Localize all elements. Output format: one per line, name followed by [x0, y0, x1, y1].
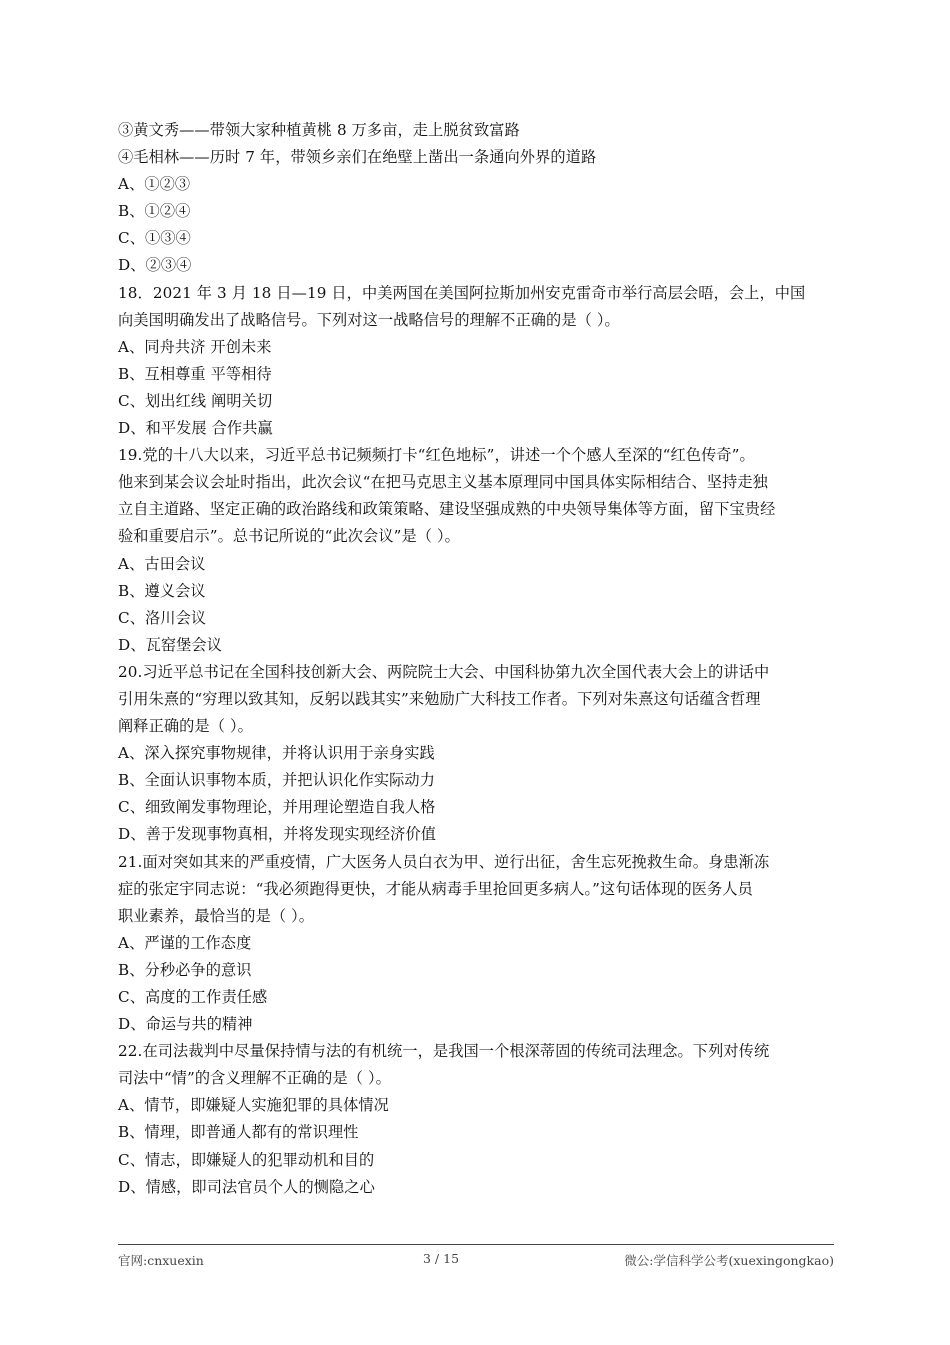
option-line: C、高度的工作责任感	[118, 988, 268, 1006]
option-line: D、情感，即司法官员个人的恻隐之心	[118, 1177, 375, 1196]
question-line: 20.习近平总书记在全国科技创新大会、两院院士大会、中国科协第九次全国代表大会上的讲话中	[118, 662, 770, 681]
option-line: B、①②④	[118, 202, 191, 221]
option-line: B、情理，即普通人都有的常识理性	[118, 1123, 359, 1142]
question-line: 引用朱熹的“穷理以致其知，反躬以践其实”来勉励广大科技工作者。下列对朱熹这句话蕴含哲理	[118, 689, 761, 708]
option-line: C、①③④	[118, 229, 191, 248]
question-line: 职业素养，最恰当的是（ ）。	[118, 906, 315, 925]
question-line: 19.党的十八大以来，习近平总书记频频打卡“红色地标”，讲述一个个感人至深的“红色传奇”。	[118, 446, 755, 465]
question-line: 验和重要启示”。总书记所说的“此次会议”是（ ）。	[118, 527, 460, 546]
option-line: C、洛川会议	[118, 608, 207, 627]
page-number: 3 / 15	[423, 1251, 460, 1266]
option-line: D、命运与共的精神	[118, 1015, 253, 1034]
option-line: A、同舟共济 开创未来	[118, 337, 272, 356]
option-line: D、②③④	[118, 256, 192, 275]
option-line: D、瓦窑堡会议	[118, 635, 223, 654]
document-body	[118, 117, 834, 1201]
option-line: A、古田会议	[118, 554, 206, 573]
question-line: 21.面对突如其来的严重疫情，广大医务人员白衣为甲、逆行出征，舍生忘死挽救生命。身患渐冻	[118, 852, 770, 871]
text-line: ④毛相林——历时 7 年，带领乡亲们在绝壁上凿出一条通向外界的道路	[118, 148, 597, 167]
option-line: D、善于发现事物真相，并将发现实现经济价值	[118, 825, 437, 844]
question-line: 18．2021 年 3 月 18 日—19 日，中美两国在美国阿拉斯加州安克雷奇市举行高层会晤，会上，中国	[118, 283, 806, 302]
option-line: C、情志，即嫌疑人的犯罪动机和目的	[118, 1150, 375, 1169]
footer-divider	[118, 1244, 834, 1245]
option-line: B、遵义会议	[118, 581, 206, 600]
footer-wechat: 微公:学信科学公考(xuexingongkao)	[624, 1253, 834, 1268]
text-line: ③黄文秀——带领大家种植黄桃 8 万多亩，走上脱贫致富路	[118, 121, 520, 139]
option-line: C、细致阐发事物理论，并用理论塑造自我人格	[118, 798, 436, 817]
option-line: B、分秒必争的意识	[118, 960, 252, 979]
option-line: B、互相尊重 平等相待	[118, 364, 272, 383]
option-line: C、划出红线 阐明关切	[118, 391, 273, 410]
question-line: 向美国明确发出了战略信号。下列对这一战略信号的理解不正确的是（ ）。	[118, 310, 620, 329]
option-line: A、情节，即嫌疑人实施犯罪的具体情况	[118, 1096, 389, 1115]
footer-website: 官网:cnxuexin	[118, 1253, 204, 1268]
question-line: 立自主道路、坚定正确的政治路线和政策策略、建设坚强成熟的中央领导集体等方面，留下宝贵经	[118, 500, 776, 519]
option-line: B、全面认识事物本质，并把认识化作实际动力	[118, 771, 436, 790]
question-line: 司法中“情”的含义理解不正确的是（ ）。	[118, 1069, 391, 1088]
question-line: 阐释正确的是（ ）。	[118, 717, 253, 736]
question-line: 症的张定宇同志说：“我必须跑得更快，才能从病毒手里抢回更多病人。”这句话体现的医务人员	[118, 879, 753, 898]
question-line: 22.在司法裁判中尽量保持情与法的有机统一，是我国一个根深蒂固的传统司法理念。下列对传统	[118, 1042, 770, 1061]
question-line: 他来到某会议会址时指出，此次会议“在把马克思主义基本原理同中国具体实际相结合、坚持走独	[118, 473, 768, 492]
option-line: A、深入探究事物规律，并将认识用于亲身实践	[118, 744, 435, 763]
option-line: A、严谨的工作态度	[118, 933, 252, 952]
option-line: D、和平发展 合作共赢	[118, 419, 273, 438]
option-line: A、①②③	[118, 175, 191, 194]
